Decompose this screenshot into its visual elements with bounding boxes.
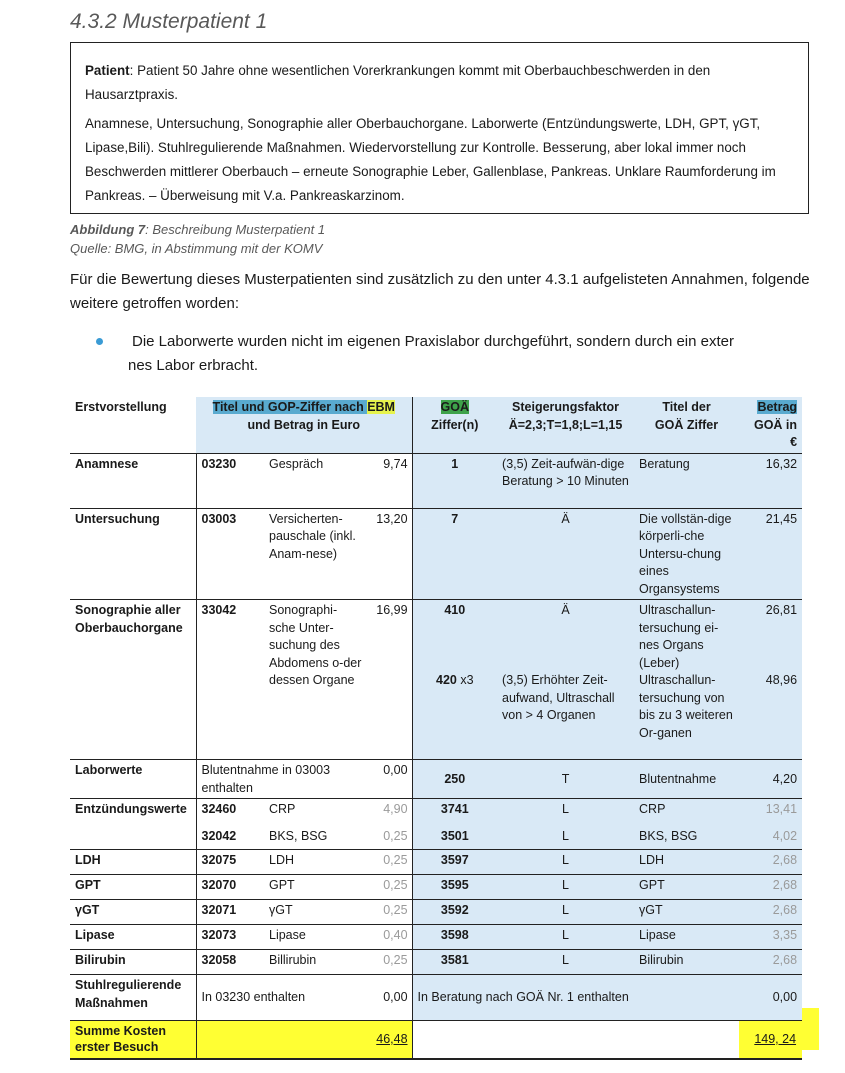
row-ebm-title: Lipase <box>264 925 368 950</box>
sum-blank <box>412 1021 739 1059</box>
row-label: Entzündungswerte <box>70 799 196 850</box>
row-ebm-amount: 16,99 <box>368 600 412 760</box>
row-gop: 03003 <box>196 508 264 600</box>
bullet-line-1: Die Laborwerte wurden nicht im eigenen Praxislabor durchgeführt, sondern durch ein exter <box>132 333 734 350</box>
row-ebm-amount: 0,25 <box>368 824 412 850</box>
table-row <box>70 950 802 975</box>
row-goa-amount: 13,41 <box>739 799 802 824</box>
row-ebm-title: BKS, BSG <box>264 824 368 850</box>
header-goa-title <box>634 397 739 453</box>
row-goa-title-cell <box>634 600 739 760</box>
row-goa-title: γGT <box>634 900 739 925</box>
row-ebm-amount: 4,90 <box>383 802 408 816</box>
table-row <box>70 850 802 875</box>
row-goa-amount: 2,68 <box>739 850 802 875</box>
section-heading: 4.3.2 Musterpatient 1 <box>70 10 268 33</box>
row-ebm-amount: 0,00 <box>368 975 412 1021</box>
table-row <box>70 900 802 925</box>
row-goa-title: Die vollstän-dige körperli-che Untersu-chung eines Organsystems <box>634 508 739 600</box>
row-label: Untersuchung <box>70 508 196 600</box>
row-gop: 03230 <box>196 453 264 508</box>
row-goa-title: Beratung <box>634 453 739 508</box>
row-ebm-title: CRP <box>269 802 296 816</box>
row-goa-amount: 2,68 <box>739 900 802 925</box>
row-gop: 32460 <box>196 799 264 824</box>
row-goa: 3595 <box>412 875 497 900</box>
row-ebm-amount: 0,25 <box>368 850 412 875</box>
row-factor: L <box>497 875 634 900</box>
row-goa-amount: 2,68 <box>739 950 802 975</box>
row-goa-2-suffix: x3 <box>456 673 474 687</box>
row-goa-amount-2: 48,96 <box>765 673 798 687</box>
caption-text: : Beschreibung Musterpatient 1 <box>145 222 326 237</box>
row-factor: (3,5) Zeit-aufwän-dige Beratung > 10 Minuten <box>497 453 634 508</box>
caption-source: Quelle: BMG, in Abstimmung mit der KOMV <box>70 241 323 256</box>
row-goa-title-2: Ultraschallun-tersuchung von bis zu 3 weiteren Or-ganen <box>639 673 733 740</box>
header-betrag-a: Betrag <box>757 400 798 414</box>
row-goa: 410 <box>444 603 466 617</box>
patient-description-box <box>70 42 809 214</box>
row-goa-title: Lipase <box>634 925 739 950</box>
intro-paragraph: Für die Bewertung dieses Musterpatienten sind zusätzlich zu den unter 4.3.1 aufgelisteten Annahmen, folgende weitere getroffen worden: <box>70 271 810 312</box>
table-row <box>70 925 802 950</box>
header-ebm-c: und Betrag in Euro <box>247 417 361 432</box>
row-goa-amount: 0,00 <box>739 975 802 1021</box>
row-goa-amount: 3,35 <box>739 925 802 950</box>
sum-label: Summe Kosten erster Besuch <box>70 1021 196 1059</box>
header-goa-b: Ziffer(n) <box>431 417 479 432</box>
sum-goa-cell <box>739 1021 802 1059</box>
row-label: Bilirubin <box>70 950 196 975</box>
table-row <box>70 799 802 824</box>
row-goa: 3741 <box>412 799 497 824</box>
header-steigerungsfaktor <box>497 397 634 453</box>
row-label: Sonographie aller Oberbauchorgane <box>70 600 196 760</box>
header-erstvorstellung: Erstvorstellung <box>70 397 196 453</box>
row-goa-2: 420 <box>436 673 457 687</box>
row-ebm-title: Billirubin <box>264 950 368 975</box>
row-gop: 32073 <box>196 925 264 950</box>
row-goa: 250 <box>412 760 497 799</box>
procedure-paragraph: Anamnese, Untersuchung, Sonographie aller Oberbauchorgane. Laborwerte (Entzündungswerte, LDH, GPT, γGT, Lipase,Bili). Stuhlregulierende Maßnahmen. Wiedervorstellung zur Kontrolle. Besserung, aber lokal immer noch Beschwerden mittlerer Oberbauch – erneute Sonographie Leber, Gallenblase, Pankreas. Unklare Raumforderung im Pankreas. – Überweisung mit V.a. Pankreaskarzinom. <box>85 116 776 203</box>
row-gop: 32075 <box>196 850 264 875</box>
row-goa-title: GPT <box>634 875 739 900</box>
row-factor-2: (3,5) Erhöhter Zeit-aufwand, Ultraschall von > 4 Organen <box>502 673 615 722</box>
row-ebm-amount: 0,40 <box>368 925 412 950</box>
row-label: Stuhlregulierende Maßnahmen <box>70 975 196 1021</box>
row-ebm-amount: 0,00 <box>368 760 412 799</box>
row-ebm-amount: 0,25 <box>368 875 412 900</box>
row-goa-amount: 2,68 <box>739 875 802 900</box>
row-label: GPT <box>70 875 196 900</box>
sum-goa-amount: 149, 24 <box>754 1032 797 1046</box>
row-factor-cell <box>497 600 634 760</box>
row-goa-amount: 16,32 <box>739 453 802 508</box>
row-label: Lipase <box>70 925 196 950</box>
row-goa-title: BKS, BSG <box>634 824 739 850</box>
row-ebm-title: Versicherten-pauschale (inkl. Anam-nese) <box>264 508 368 600</box>
row-goa-title: LDH <box>634 850 739 875</box>
row-goa-amount: 4,02 <box>739 824 802 850</box>
row-label: Anamnese <box>70 453 196 508</box>
sum-ebm-amount: 46,48 <box>376 1032 408 1046</box>
row-goa: 3597 <box>412 850 497 875</box>
header-goa <box>412 397 497 453</box>
row-goa: 7 <box>412 508 497 600</box>
table-row <box>70 508 802 600</box>
row-ebm-amount: 9,74 <box>368 453 412 508</box>
row-factor: T <box>497 760 634 799</box>
row-label: γGT <box>70 900 196 925</box>
row-ebm-title: Sonographi-sche Unter-suchung des Abdomens o-der dessen Organe <box>264 600 368 760</box>
header-steig-a: Steigerungsfaktor <box>512 400 620 414</box>
row-goa-amount: 4,20 <box>739 760 802 799</box>
row-factor: L <box>497 950 634 975</box>
row-ebm-title: Gespräch <box>264 453 368 508</box>
row-goa-cell <box>412 600 497 760</box>
header-goa-a: GOÄ <box>440 400 470 414</box>
row-gop: 32071 <box>196 900 264 925</box>
row-goa-amount: 26,81 <box>765 603 798 617</box>
row-factor: L <box>497 925 634 950</box>
table-row <box>70 760 802 799</box>
header-betrag <box>739 397 802 453</box>
header-title-a: Titel der <box>662 400 711 414</box>
row-factor: L <box>497 799 634 824</box>
table-row <box>70 600 802 760</box>
header-title-b: GOÄ Ziffer <box>654 417 719 432</box>
bullet-dot-icon <box>96 338 103 345</box>
row-goa-title: Blutentnahme <box>634 760 739 799</box>
header-ebm <box>196 397 412 453</box>
figure-caption <box>70 220 325 258</box>
row-factor: L <box>497 900 634 925</box>
patient-label: Patient <box>85 63 130 78</box>
sum-ebm-cell <box>196 1021 412 1059</box>
row-goa-title: CRP <box>634 799 739 824</box>
row-factor: Ä <box>497 508 634 600</box>
row-factor: Ä <box>561 603 570 617</box>
row-ebm-amount: 0,25 <box>368 950 412 975</box>
row-gop: 32042 <box>196 824 264 850</box>
row-gop: 32070 <box>196 875 264 900</box>
table-row <box>70 875 802 900</box>
caption-label: Abbildung 7 <box>70 222 146 237</box>
row-ebm-amount: 0,25 <box>368 900 412 925</box>
row-label: Laborwerte <box>70 760 196 799</box>
row-factor: L <box>497 824 634 850</box>
bullet-line-2: nes Labor erbracht. <box>128 357 259 374</box>
row-ebm-title: In 03230 enthalten <box>196 975 368 1021</box>
row-gop: 32058 <box>196 950 264 975</box>
row-goa-title: In Beratung nach GOÄ Nr. 1 enthalten <box>412 975 739 1021</box>
row-goa: 3581 <box>412 950 497 975</box>
row-goa: 3598 <box>412 925 497 950</box>
row-goa: 1 <box>412 453 497 508</box>
row-ebm-title: γGT <box>264 900 368 925</box>
table-row <box>70 453 802 508</box>
patient-text: : Patient 50 Jahre ohne wesentlichen Vorerkrankungen kommt mit Oberbauchbeschwerden in den Hausarztpraxis. <box>85 63 711 102</box>
header-betrag-b: GOÄ in € <box>753 417 798 449</box>
header-steig-b: Ä=2,3;T=1,8;L=1,15 <box>508 417 623 432</box>
row-goa-title: Bilirubin <box>634 950 739 975</box>
row-goa-title: Ultraschallun-tersuchung ei-nes Organs (Leber) <box>639 603 719 670</box>
row-label: LDH <box>70 850 196 875</box>
row-ebm-title: GPT <box>264 875 368 900</box>
row-gop: 33042 <box>196 600 264 760</box>
row-goa: 3592 <box>412 900 497 925</box>
patient-paragraph <box>85 59 794 107</box>
table-row <box>70 975 802 1021</box>
row-ebm-title: Blutentnahme in 03003 enthalten <box>196 760 368 799</box>
row-ebm-amount: 13,20 <box>368 508 412 600</box>
row-goa-amount: 21,45 <box>739 508 802 600</box>
row-factor: L <box>497 850 634 875</box>
header-ebm-b: EBM <box>367 400 395 414</box>
row-goa-amount-cell <box>739 600 802 760</box>
table-header-row <box>70 397 802 453</box>
cost-table <box>70 397 802 1060</box>
row-ebm-title: LDH <box>264 850 368 875</box>
header-ebm-a: Titel und GOP-Ziffer nach <box>212 400 368 414</box>
sum-row <box>70 1021 802 1059</box>
row-goa: 3501 <box>412 824 497 850</box>
